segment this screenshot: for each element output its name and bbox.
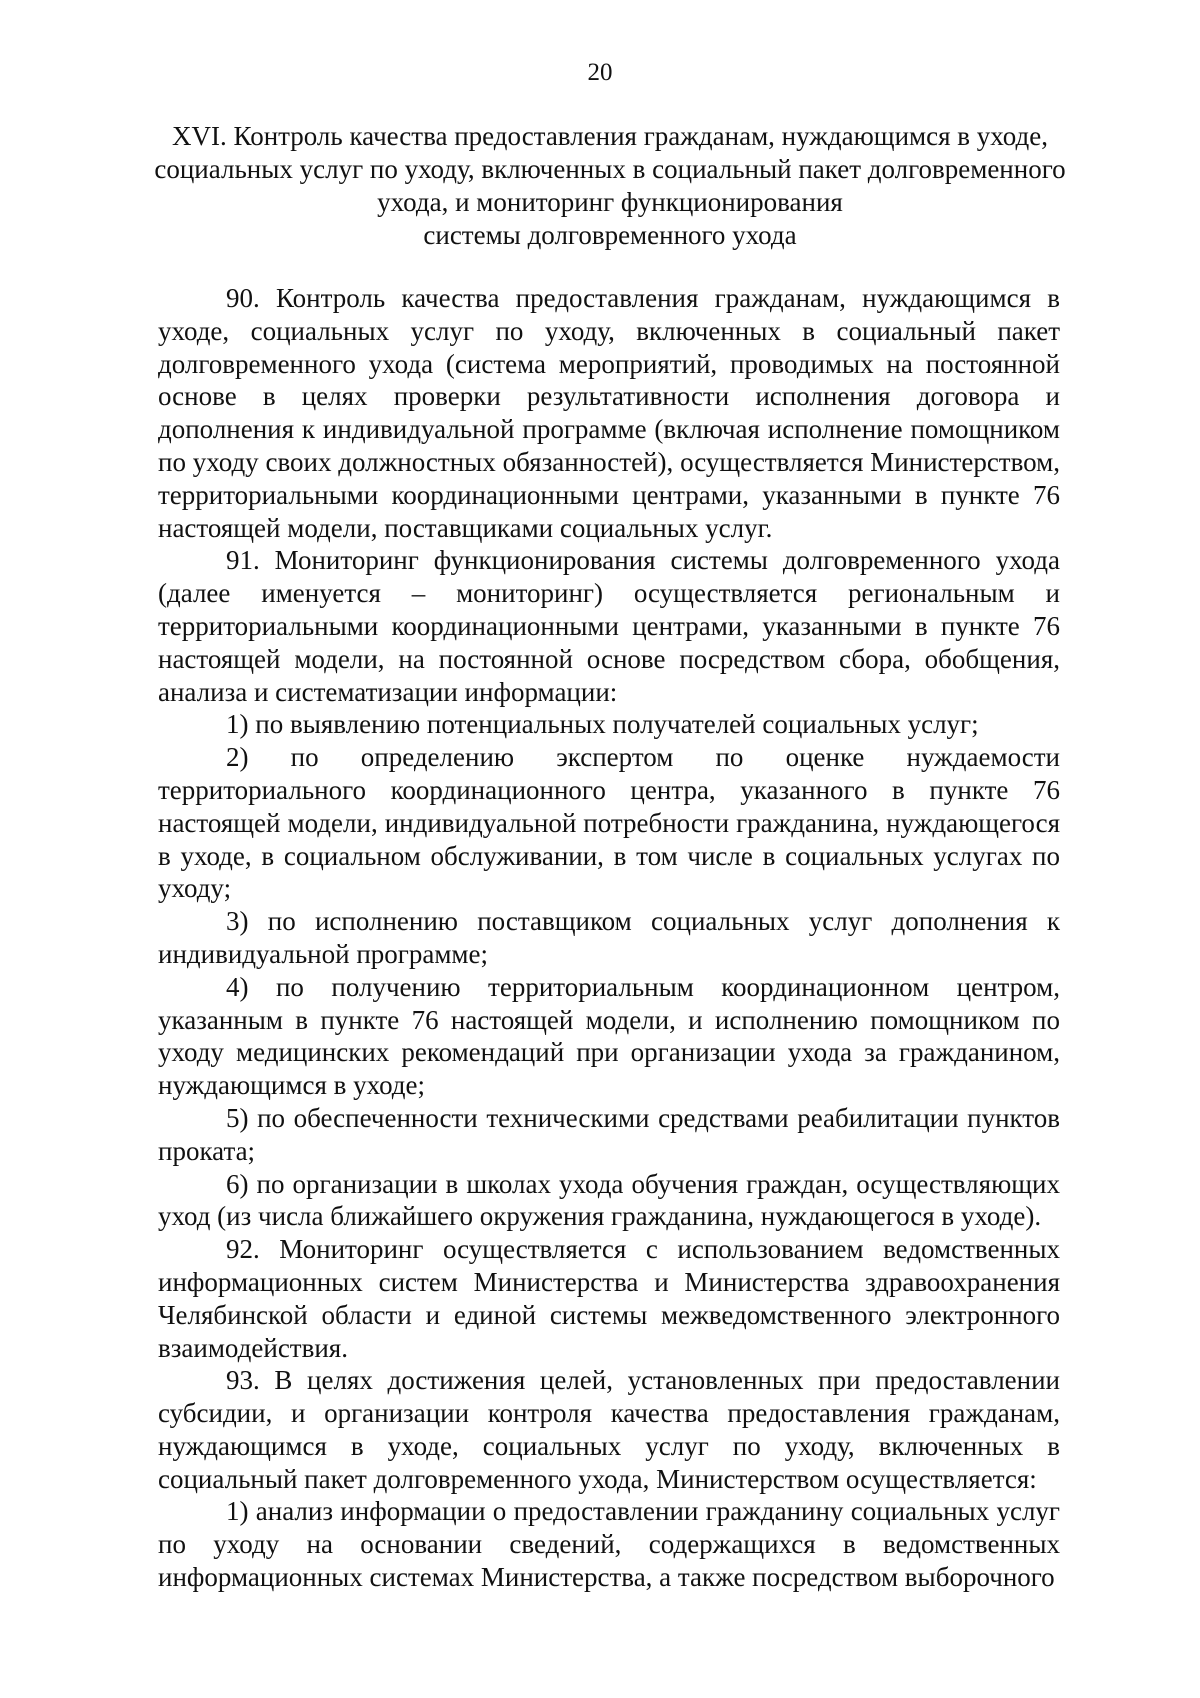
section-heading	[150, 120, 1070, 252]
list-item-91-5: 5) по обеспеченности техническими средствами реабилитации пунктов проката;	[158, 1102, 1060, 1166]
section-heading-line: XVI. Контроль качества предоставления гражданам, нуждающимся в уходе,	[172, 121, 1048, 151]
list-item-93-1: 1) анализ информации о предоставлении гражданину социальных услуг по уходу на основании сведений, содержащихся в ведомственных информационных системах Министерства, а также посредством выборочного	[158, 1496, 1060, 1593]
list-item-91-4: 4) по получению территориальным координационном центром, указанным в пункте 76 настоящей модели, и исполнению помощником по уходу медицинских рекомендаций при организации ухода за гражданином, нуждающимся в уходе;	[158, 971, 1060, 1101]
list-item-91-6: 6) по организации в школах ухода обучения граждан, осуществляющих уход (из числа ближайшего окружения гражданина, нуждающегося в уходе).	[158, 1168, 1060, 1232]
list-item-91-1: 1) по выявлению потенциальных получателей социальных услуг;	[226, 709, 979, 740]
paragraph-90: 90. Контроль качества предоставления гражданам, нуждающимся в уходе, социальных услуг по уходу, включенных в социальный пакет долговременного ухода (система мероприятий, проводимых на постоянной основе в целях проверки результативности исполнения договора и дополнения к индивидуальной программе (включая исполнение помощником по уходу своих должностных обязанностей), осуществляется Министерством, территориальными координационными центрами, указанными в пункте 76 настоящей модели, поставщиками социальных услуг.	[158, 283, 1060, 543]
list-item-91-2: 2) по определению экспертом по оценке нуждаемости территориального координационного центра, указанного в пункте 76 настоящей модели, индивидуальной потребности гражданина, нуждающегося в уходе, в социальном обслуживании, в том числе в социальных услугах по уходу;	[158, 742, 1060, 904]
paragraph-91: 91. Мониторинг функционирования системы долговременного ухода (далее именуется – мониторинг) осуществляется региональным и территориальными координационными центрами, указанными в пункте 76 настоящей модели, на постоянной основе посредством сбора, обобщения, анализа и систематизации информации:	[158, 545, 1060, 707]
paragraph-92: 92. Мониторинг осуществляется с использованием ведомственных информационных систем Министерства и Министерства здравоохранения Челябинской области и единой системы межведомственного электронного взаимодействия.	[158, 1234, 1060, 1363]
section-heading-line: системы долговременного ухода	[423, 220, 797, 250]
section-heading-line: социальных услуг по уходу, включенных в социальный пакет долговременного	[154, 154, 1066, 184]
document-body	[158, 282, 1060, 1594]
section-heading-line: ухода, и мониторинг функционирования	[377, 187, 843, 217]
list-item-91-3: 3) по исполнению поставщиком социальных услуг дополнения к индивидуальной программе;	[158, 906, 1060, 969]
paragraph-93: 93. В целях достижения целей, установленных при предоставлении субсидии, и организации контроля качества предоставления гражданам, нуждающимся в уходе, социальных услуг по уходу, включенных в социальный пакет долговременного ухода, Министерством осуществляется:	[158, 1365, 1060, 1494]
page-number: 20	[587, 59, 613, 86]
